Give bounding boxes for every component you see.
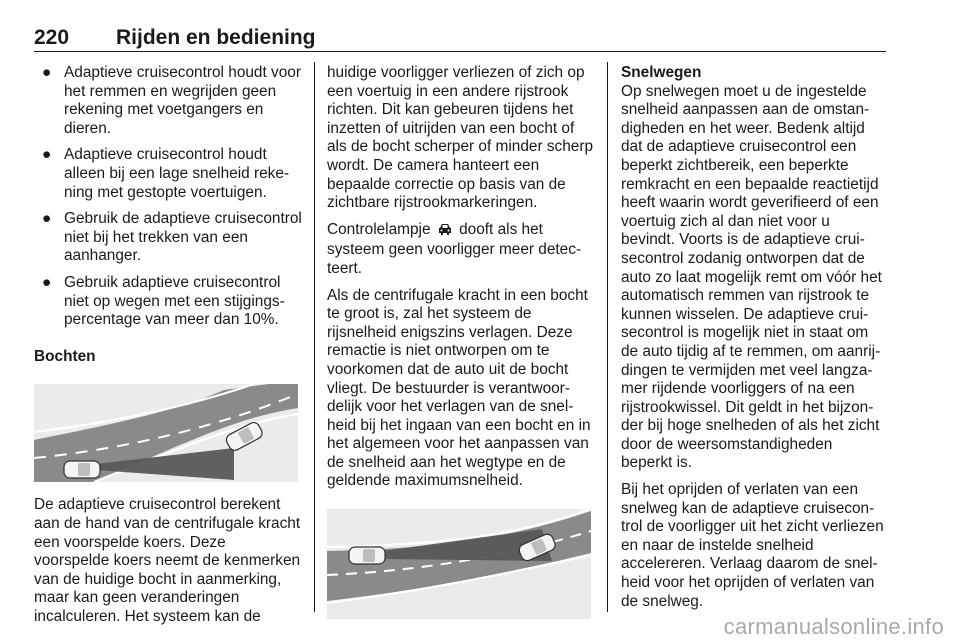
section-heading-bochten: Bochten [34,347,96,365]
column-divider-1 [314,62,315,612]
highway-illustration [327,509,591,619]
bullet-text: Gebruik adaptieve cruisecontrol niet op wegen met een stijgingspercentage van meer dan 10%. [64,273,285,329]
page-number: 220 [34,26,70,49]
column-divider-2 [607,62,608,612]
bullet-dot: ● [42,210,52,228]
bullet-text: Adaptieve cruisecontrol houdt voor het remmen en wegrijden geen rekening met voetgangers en dieren. [64,64,301,137]
bullet-list [34,64,302,330]
list-item [34,146,302,202]
vehicle-ahead-indicator-icon [437,222,453,242]
column-middle [327,64,595,619]
bullet-text: Adaptieve cruisecontrol houdt alleen bij een lage snelheid rekening met gestopte voertuigen. [64,146,290,201]
column-right [621,64,887,619]
chapter-title: Rijden en bediening [116,26,316,49]
page-header [34,26,886,50]
list-item [34,210,302,266]
body-text: Controlelampje [327,220,431,238]
watermark: carmanualsonline.info [723,614,944,639]
body-paragraph [327,221,595,279]
list-item [34,274,302,330]
own-car-icon [349,547,385,564]
body-text: dooft als het systeem geen voorligger meer detecteert. [327,220,582,277]
column-left [34,64,302,634]
section-heading-snelwegen: Snelwegen [621,64,702,81]
header-rule [34,51,886,52]
bullet-dot: ● [42,64,52,81]
bullet-dot: ● [42,146,52,164]
bullet-text: Gebruik de adaptieve cruisecontrol niet bij het trekken van een aanhanger. [64,210,302,265]
body-paragraph: Als de centrifugale kracht in een bocht te groot is, zal het systeem de rijsnelheid enigszins verlagen. Deze remactie is niet ontworpen om te voorkomen dat de auto uit de bocht vliegt. De bestuurder is verantwoordelijk voor het verlagen van de snelheid bij het ingaan van een bocht en in het algemeen voor het aanpassen van de snelheid aan het wegtype en de geldende maximumsnelheid. [327,286,591,490]
body-paragraph: huidige voorligger verliezen of zich op een voertuig in een andere rijstrook richten. Dit kan gebeuren tijdens het inzetten of uitrijden van een bocht of als de bocht scherper of minder scherp wordt. De camera hanteert een bepaalde correctie op basis van de zichtbare rijstrookmarkeringen. [327,64,594,212]
list-item [34,64,302,138]
body-paragraph: Op snelwegen moet u de ingestelde snelheid aanpassen aan de omstandigheden en het weer. Bedenk altijd dat de adaptieve cruisecontrol een beperkt zichtbereik, een beperkte remkracht en een bepaalde reactietijd heeft waarin wordt geverifieerd of een voertuig zich al dan niet voor u bevindt. Voorts is de adaptieve cruisecontrol zodanig ontworpen dat de auto zo laat mogelijk remt om vóór het automatisch remmen van rijstrook te kunnen wisselen. De adaptieve cruisecontrol is mogelijk niet in staat om de auto tijdig af te remmen, om aanrijdingen te vermijden met veel langzamer rijdende voorliggers of na een rijstrookwissel. Dit geldt in het bijzonder bij hoge snelheden of als het zicht door de weersomstandigheden beperkt is. [621,82,882,472]
body-paragraph: Bij het oprijden of verlaten van een snelweg kan de adaptieve cruisecontrol de voorligger uit het zicht verliezen en naar de instelde snelheid accelereren. Verlaag daarom de snelheid voor het oprijden of verlaten van de snelweg. [621,481,884,610]
own-car-icon [64,461,100,478]
curve-illustration [34,384,298,482]
body-paragraph: De adaptieve cruisecontrol berekent aan de hand van de centrifugale kracht een voorspelde koers. Deze voorspelde koers neemt de kenmerken van de huidige bocht in aanmerking, maar kan geen veranderingen incalculeren. Het systeem kan de [34,496,301,625]
bullet-dot: ● [42,273,52,291]
